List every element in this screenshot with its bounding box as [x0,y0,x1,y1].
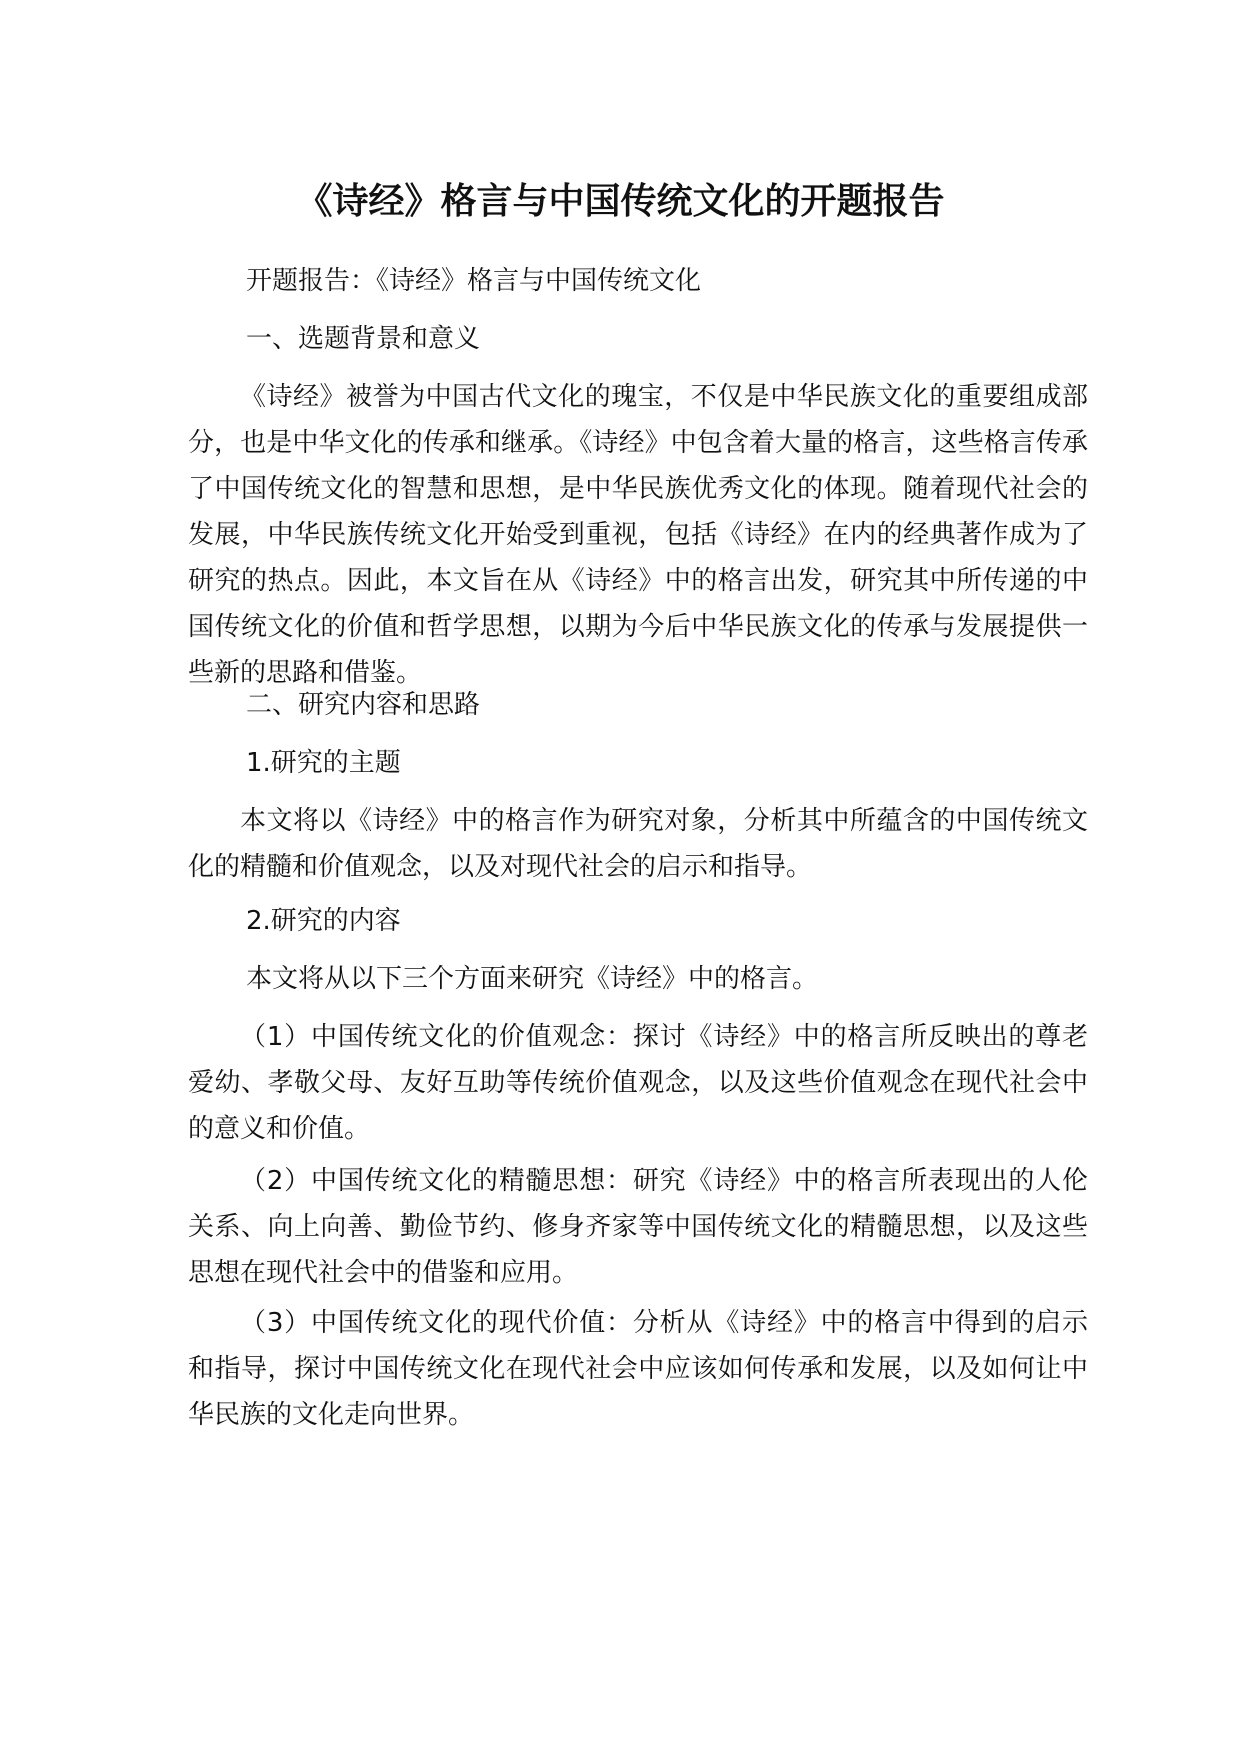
paragraph-topic: 本文将以《诗经》中的格言作为研究对象，分析其中所蕴含的中国传统文化的精髓和价值观念，以及对现代社会的启示和指导。 [188,806,1088,882]
subheading-content: 2.研究的内容 [246,906,401,936]
list-item-essence: （2）中国传统文化的精髓思想：研究《诗经》中的格言所表现出的人伦关系、向上向善、勤俭节约、修身齐家等中国传统文化的精髓思想，以及这些思想在现代社会中的借鉴和应用。 [188,1166,1088,1288]
paragraph-background: 《诗经》被誉为中国古代文化的瑰宝，不仅是中华民族文化的重要组成部分，也是中华文化的传承和继承。《诗经》中包含着大量的格言，这些格言传承了中国传统文化的智慧和思想，是中华民族优秀文化的体现。随着现代社会的发展，中华民族传统文化开始受到重视，包括《诗经》在内的经典著作成为了研究的热点。因此，本文旨在从《诗经》中的格言出发，研究其中所传递的中国传统文化的价值和哲学思想，以期为今后中华民族文化的传承与发展提供一些新的思路和借鉴。 [188,382,1088,688]
subheading-topic: 1.研究的主题 [246,748,401,778]
list-item-modern-value: （3）中国传统文化的现代价值：分析从《诗经》中的格言中得到的启示和指导，探讨中国传统文化在现代社会中应该如何传承和发展，以及如何让中华民族的文化走向世界。 [188,1308,1088,1430]
intro-line: 开题报告：《诗经》格言与中国传统文化 [246,266,702,296]
paragraph-content-intro: 本文将从以下三个方面来研究《诗经》中的格言。 [246,964,819,994]
section-heading-background: 一、选题背景和意义 [246,324,481,354]
list-item-values: （1）中国传统文化的价值观念：探讨《诗经》中的格言所反映出的尊老爱幼、孝敬父母、友好互助等传统价值观念，以及这些价值观念在现代社会中的意义和价值。 [188,1022,1088,1144]
section-heading-content: 二、研究内容和思路 [246,690,481,720]
document-title: 《诗经》格言与中国传统文化的开题报告 [296,181,945,222]
